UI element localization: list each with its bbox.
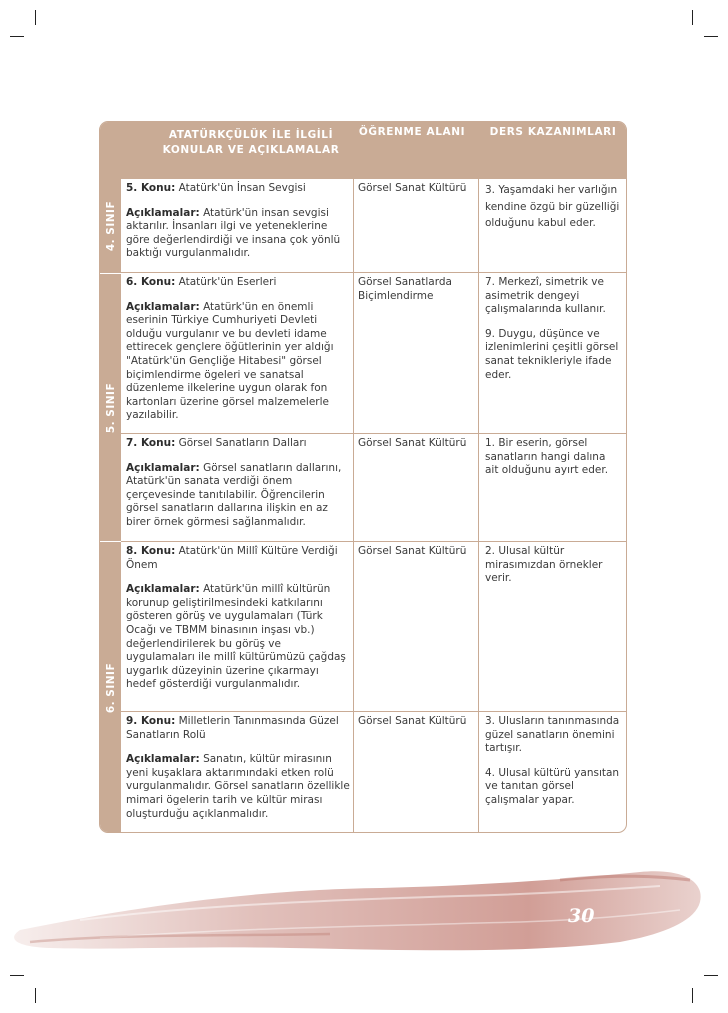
description-text: Atatürk'ün en önemli eserinin Türkiye Cumhuriyeti Devleti olduğu vurgulanır ve bu devleti idame ettirecek gençlere öğütlerinin yer aldığı "Atatürk'ün Gençliğe Hitabesi" görsel biçimlendirme ögeleri ve sanatsal düzenleme ilkelerine uygun olarak fon kartonları üzerine görsel malzemelerle yazılabilir. <box>126 300 334 422</box>
topic-cell <box>124 273 352 433</box>
topic-title: Atatürk'ün Millî Kültüre Verdiği Önem <box>126 545 338 571</box>
learning-area: Görsel Sanat Kültürü <box>358 545 467 557</box>
grade-label-5 <box>100 274 121 541</box>
description-text: Atatürk'ün insan sevgisi aktarılır. İnsanları ilgi ve yeteneklerine göre değerlendirdiği ve insana çok yönlü baktığı vurgulanmalıdır. <box>126 206 341 260</box>
topic-cell <box>124 434 352 541</box>
grade-label-6 <box>100 542 121 833</box>
crop-mark <box>692 988 693 1003</box>
outcome-text: 3. Ulusların tanınmasında güzel sanatların önemini tartışır. <box>485 715 620 755</box>
outcome-cell <box>478 542 627 711</box>
crop-mark <box>10 36 24 37</box>
description-label: Açıklamalar: <box>126 583 200 596</box>
table-row <box>121 179 627 272</box>
outcome-cell <box>478 434 627 541</box>
topic-title: Milletlerin Tanınmasında Güzel Sanatların Rolü <box>126 715 339 741</box>
table-header <box>100 122 626 179</box>
curriculum-table <box>99 121 627 833</box>
crop-mark <box>35 10 36 25</box>
learning-area: Görsel Sanat Kültürü <box>358 437 467 449</box>
description-text: Görsel sanatların dallarını, Atatürk'ün sanata verdiği önem çerçevesinde tanıtılabilir. Öğrencilerin görsel sanatların dallarına ilişkin en az birer örnek görmesi sağlanmalıdır. <box>126 461 342 528</box>
area-cell <box>353 712 477 833</box>
outcome-text: 3. Yaşamdaki her varlığın kendine özgü bir güzelliği olduğunu kabul eder. <box>485 184 620 229</box>
outcome-cell <box>478 179 627 272</box>
page-number: 30 <box>568 905 595 927</box>
description-text: Atatürk'ün millî kültürün korunup geliştirilmesindeki katkılarını gösteren görüş ve uygulamaları (Türk Ocağı ve TBMM binasının inşası vb.) değerlendirilerek bu görüş ve uygulamaları ile millî kültürümüzü çağdaş uygarlık düzeyinin üzerine çıkarmayı hedef gösterdiği vurgulanmalıdır. <box>126 583 346 691</box>
crop-mark <box>704 36 718 37</box>
crop-mark <box>10 975 24 976</box>
grade-label-4 <box>100 179 121 273</box>
topic-number: 6. Konu: <box>126 276 176 288</box>
header-topics: ATATÜRKÇÜLÜK İLE İLGİLİ KONULAR VE AÇIKLAMALAR <box>162 129 340 156</box>
grade-5-text: 5. SINIF <box>104 382 117 433</box>
description-text: Sanatın, kültür mirasının yeni kuşaklara aktarımındaki etken rolü vurgulanmalıdır. Görsel sanatların özellikle mimari ögelerin tarih ve kültür mirası oluşturduğu açıklanmalıdır. <box>126 753 350 820</box>
crop-mark <box>704 975 718 976</box>
outcome-text: 1. Bir eserin, görsel sanatların hangi dalına ait olduğunu ayırt eder. <box>485 437 609 477</box>
learning-area: Görsel Sanat Kültürü <box>358 715 467 727</box>
description-label: Açıklamalar: <box>126 300 200 313</box>
grade-4-text: 4. SINIF <box>104 200 117 252</box>
learning-area: Görsel Sanatlarda Biçimlendirme <box>358 276 452 302</box>
topic-number: 5. Konu: <box>126 182 176 194</box>
description-label: Açıklamalar: <box>126 753 200 766</box>
topic-cell <box>124 179 352 272</box>
topic-number: 9. Konu: <box>126 715 176 727</box>
outcome-cell <box>478 273 627 433</box>
topic-cell <box>124 542 352 711</box>
table-row <box>121 433 627 541</box>
learning-area: Görsel Sanat Kültürü <box>358 182 467 194</box>
topic-title: Görsel Sanatların Dalları <box>178 437 307 449</box>
area-cell <box>353 179 477 272</box>
header-outcomes: DERS KAZANIMLARI <box>489 126 617 138</box>
area-cell <box>353 434 477 541</box>
outcome-text: 2. Ulusal kültür mirasımızdan örnekler verir. <box>485 545 603 585</box>
topic-number: 8. Konu: <box>126 545 176 557</box>
description-label: Açıklamalar: <box>126 206 200 219</box>
topic-title: Atatürk'ün İnsan Sevgisi <box>178 182 306 194</box>
outcome-text: 7. Merkezî, simetrik ve asimetrik dengeyi çalışmalarında kullanır. <box>485 276 606 316</box>
topic-cell <box>124 712 352 833</box>
table-row <box>121 541 627 711</box>
outcome-text: 9. Duygu, düşünce ve izlenimlerini çeşitli görsel sanat teknikleriyle ifade eder. <box>485 327 619 381</box>
brush-stroke-decoration <box>0 850 728 960</box>
crop-mark <box>692 10 693 25</box>
header-learning-area: ÖĞRENME ALANI <box>358 126 466 138</box>
topic-number: 7. Konu: <box>126 437 176 449</box>
outcome-text: 4. Ulusal kültürü yansıtan ve tanıtan görsel çalışmalar yapar. <box>485 766 620 806</box>
area-cell <box>353 273 477 433</box>
crop-mark <box>35 988 36 1003</box>
topic-title: Atatürk'ün Eserleri <box>178 276 277 288</box>
table-row <box>121 711 627 833</box>
area-cell <box>353 542 477 711</box>
description-label: Açıklamalar: <box>126 461 200 474</box>
grade-6-text: 6. SINIF <box>104 662 117 714</box>
table-row <box>121 272 627 433</box>
outcome-cell <box>478 712 627 833</box>
